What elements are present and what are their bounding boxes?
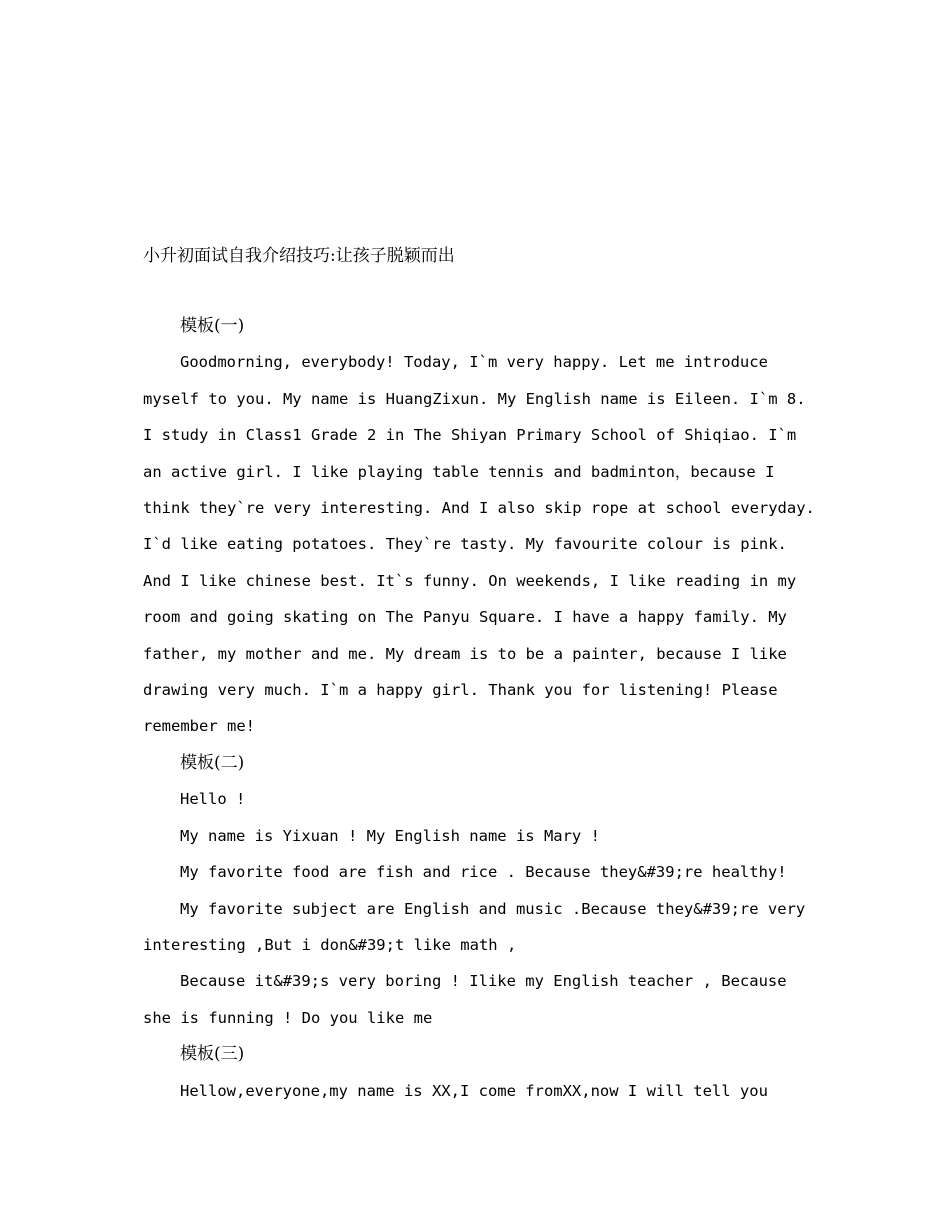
paragraph: My name is Yixuan ! My English name is Mary !: [180, 826, 600, 845]
section-heading: 模板(二): [180, 752, 245, 773]
paragraph: My favorite food are fish and rice . Because they&#39;re healthy!: [180, 863, 787, 882]
document-title: 小升初面试自我介绍技巧:让孩子脱颖而出: [143, 246, 455, 266]
paragraph: Hellow,everyone,my name is XX,I come fromXX,now I will tell you: [180, 1081, 768, 1100]
paragraph: Because it&#39;s very boring ! Ilike my English teacher , Because she is funning ! Do you like me: [143, 972, 787, 1027]
paragraph: Hello !: [180, 790, 246, 809]
paragraph: My favorite subject are English and music .Because they&#39;re very interesting ,But i don&#39;t like math ,: [143, 899, 806, 954]
paragraph: Goodmorning, everybody! Today, I`m very happy. Let me introduce myself to you. My name is HuangZixun. My English name is Eileen. I`m 8. I study in Class1 Grade 2 in The Shiyan Primary School of Shiqiao. I`m an active girl. I like playing table tennis and badminton，because I think they`re very interesting. And I also skip rope at school everyday. I`d like eating potatoes. They`re tasty. My favourite colour is pink. And I like chinese best. It`s funny. On weekends, I like reading in my room and going skating on The Panyu Square. I have a happy family. My father, my mother and me. My dream is to be a painter, because I like drawing very much. I`m a happy girl. Thank you for listening! Please remember me!: [143, 353, 815, 736]
section-heading: 模板(三): [180, 1044, 245, 1065]
section-heading: 模板(一): [180, 316, 245, 336]
document-body: [143, 308, 823, 1109]
